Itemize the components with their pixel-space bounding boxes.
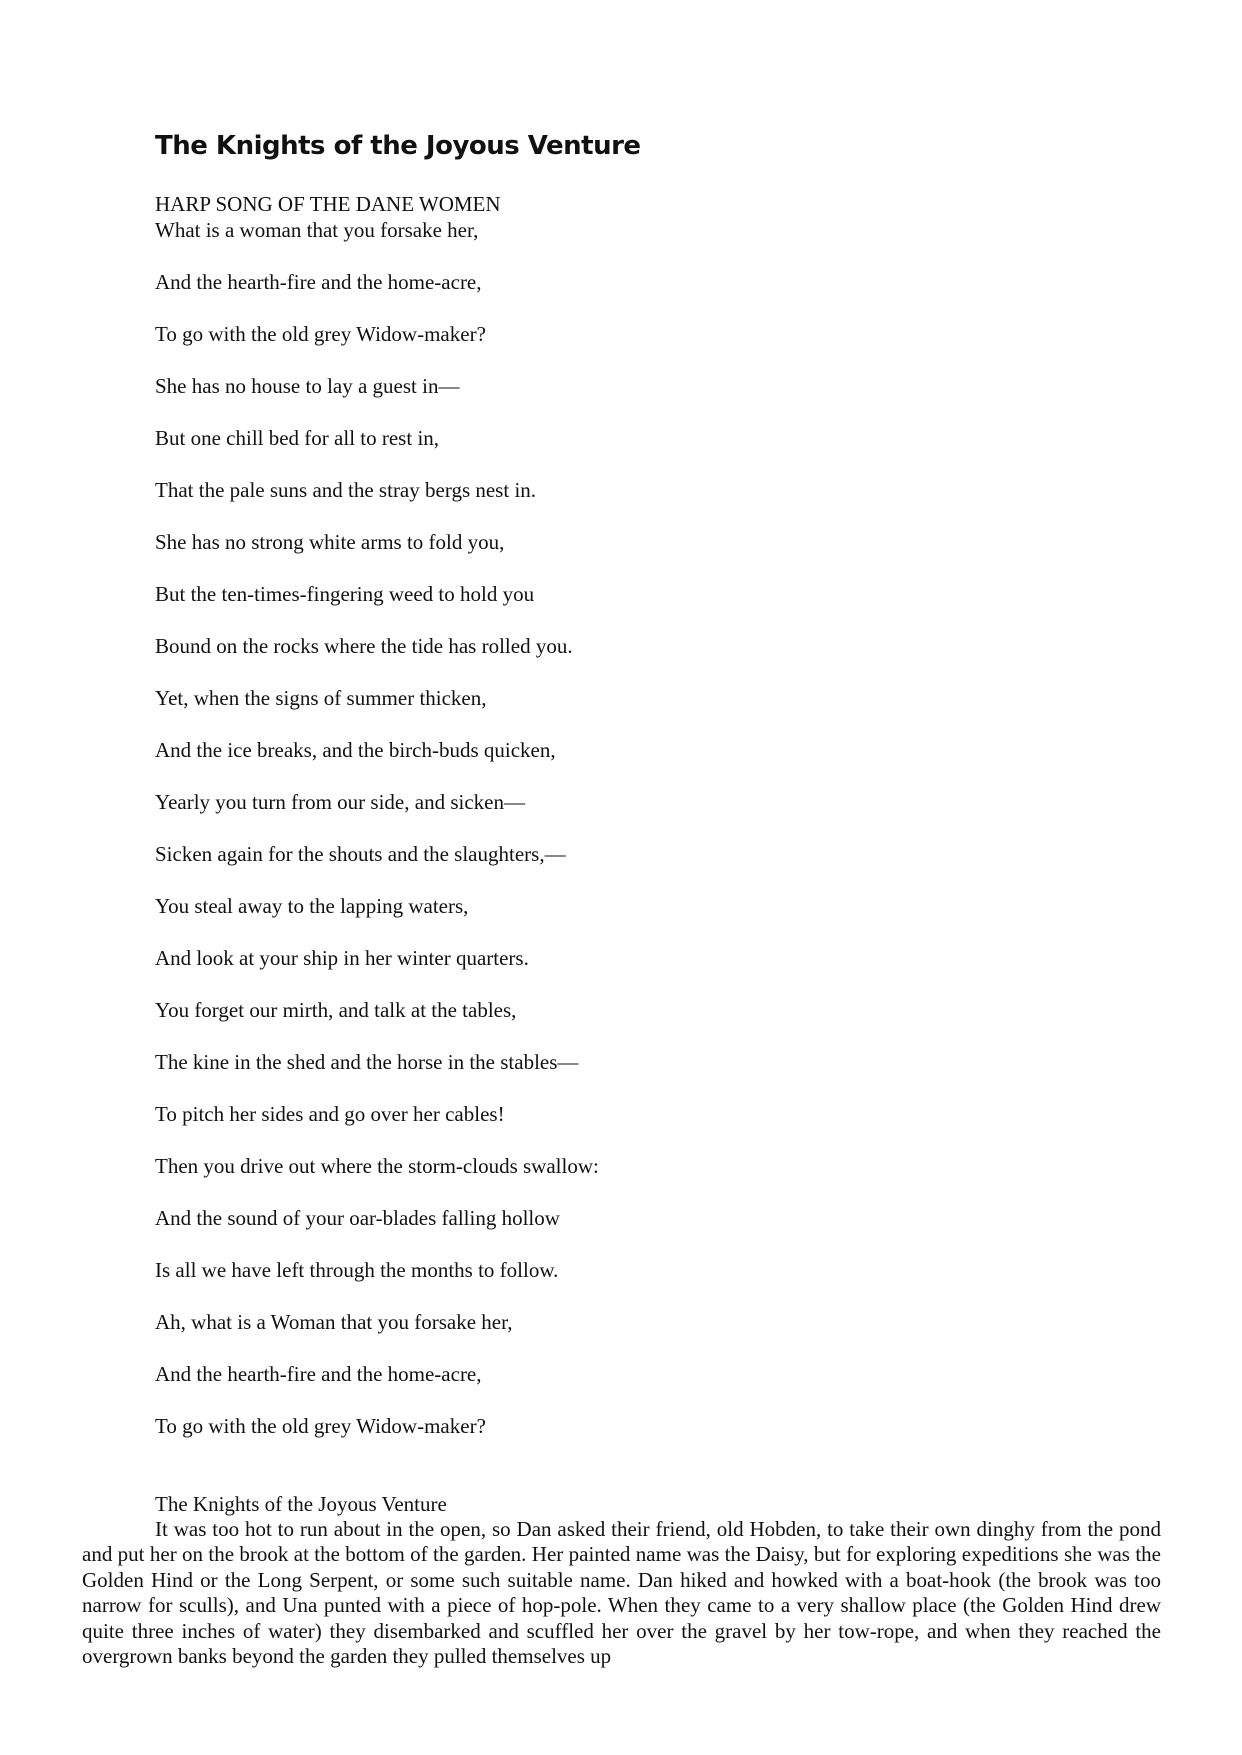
verse-line: She has no strong white arms to fold you, [155,530,505,554]
verse-line: Then you drive out where the storm-clouds swallow: [155,1154,599,1178]
verse-line: But one chill bed for all to rest in, [155,426,440,450]
verse-line: You forget our mirth, and talk at the tables, [155,998,517,1022]
verse-line: Sicken again for the shouts and the slaughters,— [155,842,566,866]
verse-line: Bound on the rocks where the tide has rolled you. [155,634,573,658]
verse-line: She has no house to lay a guest in— [155,374,460,398]
verse-line: And the ice breaks, and the birch-buds quicken, [155,738,556,762]
verse-line: Ah, what is a Woman that you forsake her, [155,1310,513,1334]
verse-line: To go with the old grey Widow-maker? [155,322,486,346]
verse-line: And the hearth-fire and the home-acre, [155,1362,482,1386]
verse-line: The kine in the shed and the horse in the stables— [155,1050,579,1074]
body-paragraph: It was too hot to run about in the open, so Dan asked their friend, old Hobden, to take their own dinghy from the pond and put her on the brook at the bottom of the garden. Her painted name was the Daisy, but for exploring expeditions she was the Golden Hind or the Long Serpent, or some such suitable name. Dan hiked and howked with a boat-hook (the brook was too narrow for sculls), and Una punted with a piece of hop-pole. When they came to a very shallow place (the Golden Hind drew quite three inches of water) they disembarked and scuffled her over the gravel by her tow-rope, and when they reached the overgrown banks beyond the garden they pulled themselves up [82,1517,1161,1669]
verse-line: To pitch her sides and go over her cables! [155,1102,505,1126]
verse-line: And the sound of your oar-blades falling hollow [155,1206,560,1230]
verse-line: To go with the old grey Widow-maker? [155,1414,486,1438]
song-heading: HARP SONG OF THE DANE WOMEN [155,192,501,216]
verse-line: But the ten-times-fingering weed to hold you [155,582,535,606]
page-title: The Knights of the Joyous Venture [155,131,641,161]
verse-line: Is all we have left through the months to follow. [155,1258,559,1282]
verse-line: You steal away to the lapping waters, [155,894,469,918]
verse-line: What is a woman that you forsake her, [155,218,479,242]
verse-line: And look at your ship in her winter quarters. [155,946,529,970]
verse-line: Yearly you turn from our side, and sicken— [155,790,525,814]
verse-line: And the hearth-fire and the home-acre, [155,270,482,294]
chapter-heading: The Knights of the Joyous Venture [155,1492,447,1516]
verse [155,217,599,1465]
verse-line: Yet, when the signs of summer thicken, [155,686,487,710]
verse-line: That the pale suns and the stray bergs nest in. [155,478,537,502]
